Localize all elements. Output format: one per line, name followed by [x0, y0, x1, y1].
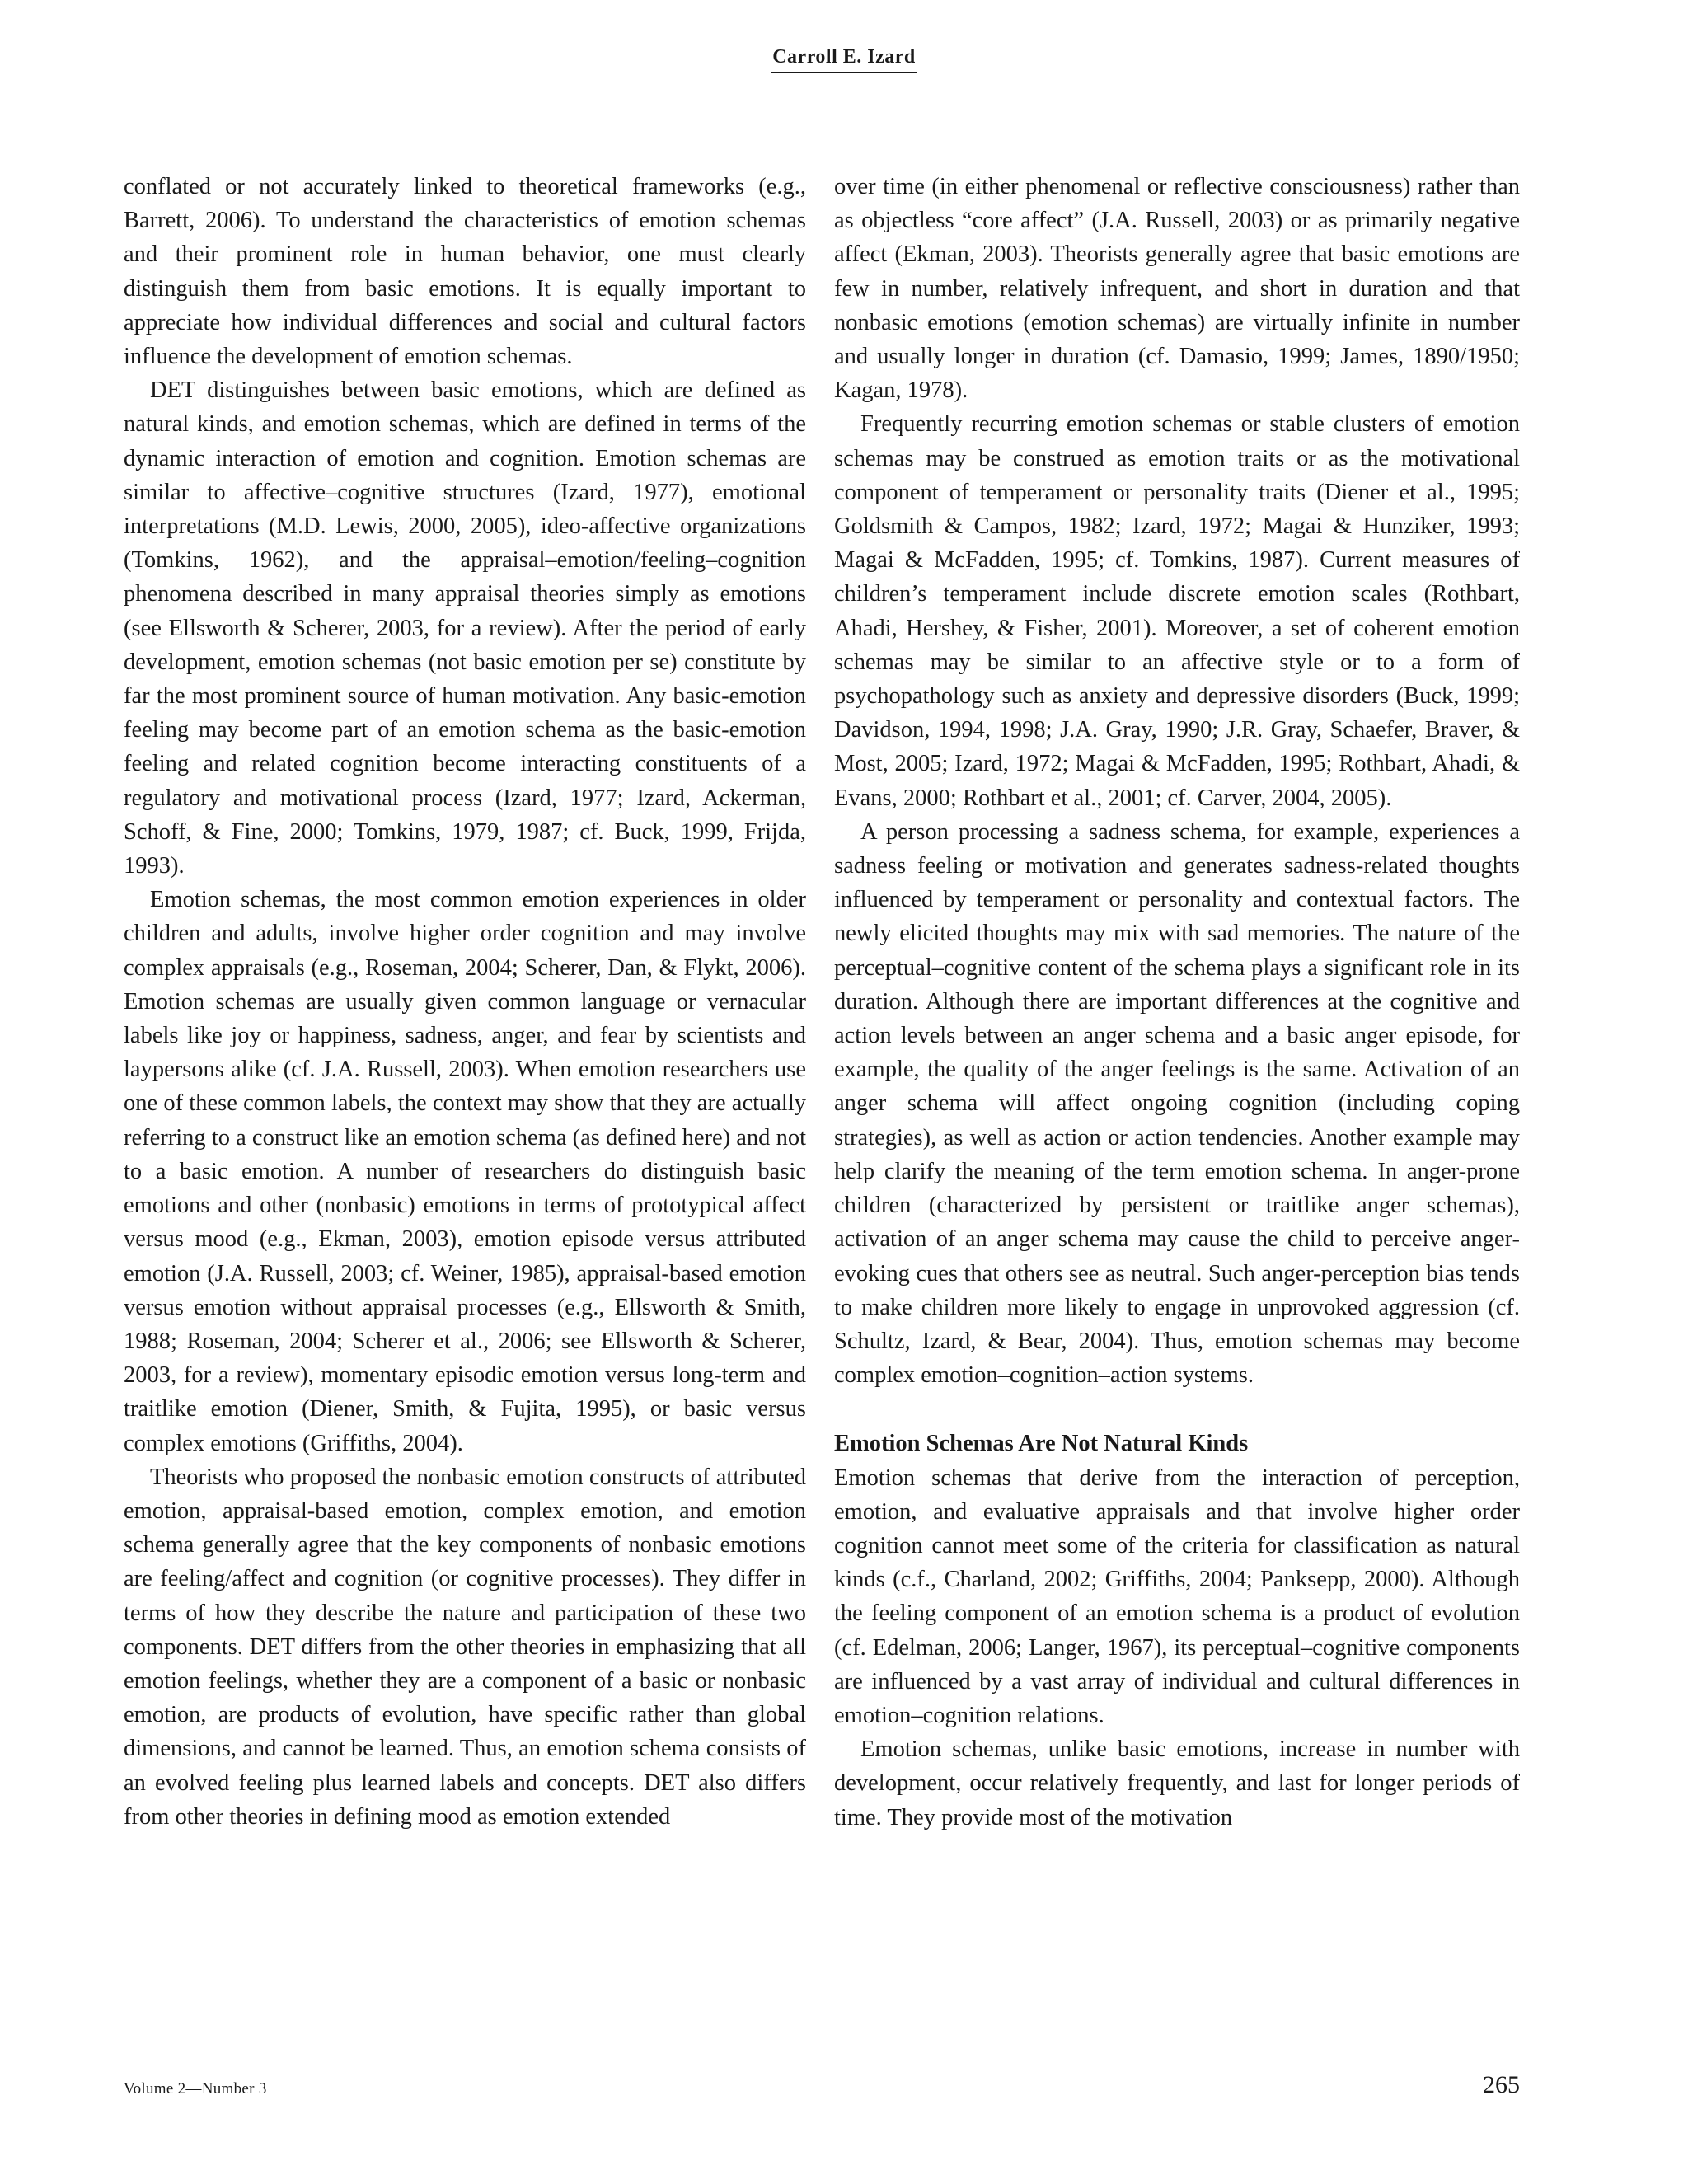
paragraph: Theorists who proposed the nonbasic emotion constructs of attributed emotion, appraisal-based emotion, complex emotion, and emotion schema generally agree that the key components of nonbasic emotions are feeling/affect and cognition (or cognitive processes). They differ in terms of how they describe the nature and participation of these two components. DET differs from the other theories in emphasizing that all emotion feelings, whether they are a component of a basic or nonbasic emotion, are products of evolution, have specific rather than global dimensions, and cannot be learned. Thus, an emotion schema consists of an evolved feeling plus learned labels and concepts. DET also differs from other theories in defining mood as emotion extended	[124, 1464, 806, 1830]
paragraph: over time (in either phenomenal or reflective consciousness) rather than as objectless “core affect” (J.A. Russell, 2003) or as primarily negative affect (Ekman, 2003). Theorists generally agree that basic emotions are few in number, relatively infrequent, and short in duration and that nonbasic emotions (emotion schemas) are virtually infinite in number and usually longer in duration (cf. Damasio, 1999; James, 1890/1950; Kagan, 1978).	[834, 174, 1520, 404]
running-title: Carroll E. Izard	[771, 46, 917, 73]
left-column	[124, 170, 806, 1834]
running-head	[0, 46, 1688, 73]
right-column	[834, 170, 1520, 1835]
paragraph: Emotion schemas, the most common emotion experiences in older children and adults, involve higher order cognition and may involve complex appraisals (e.g., Roseman, 2004; Scherer, Dan, & Flykt, 2006). Emotion schemas are usually given common language or vernacular labels like joy or happiness, sadness, anger, and fear by scientists and laypersons alike (cf. J.A. Russell, 2003). When emotion researchers use one of these common labels, the context may show that they are actually referring to a construct like an emotion schema (as defined here) and not to a basic emotion. A number of researchers do distinguish basic emotions and other (nonbasic) emotions in terms of prototypical affect versus mood (e.g., Ekman, 2003), emotion episode versus attributed emotion (J.A. Russell, 2003; cf. Weiner, 1985), appraisal-based emotion versus emotion without appraisal processes (e.g., Ellsworth & Smith, 1988; Roseman, 2004; Scherer et al., 2006; see Ellsworth & Scherer, 2003, for a review), momentary episodic emotion versus long-term and traitlike emotion (Diener, Smith, & Fujita, 1995), or basic versus complex emotions (Griffiths, 2004).	[124, 887, 806, 1456]
paragraph: conflated or not accurately linked to theoretical frameworks (e.g., Barrett, 2006). To understand the characteristics of emotion schemas and their prominent role in human behavior, one must clearly distinguish them from basic emotions. It is equally important to appreciate how individual differences and social and cultural factors influence the development of emotion schemas.	[124, 174, 806, 370]
paragraph: Frequently recurring emotion schemas or stable clusters of emotion schemas may be construed as emotion traits or as the motivational component of temperament or personality traits (Diener et al., 1995; Goldsmith & Campos, 1982; Izard, 1972; Magai & Hunziker, 1993; Magai & McFadden, 1995; cf. Tomkins, 1987). Current measures of children’s temperament include discrete emotion scales (Rothbart, Ahadi, Hershey, & Fisher, 2001). Moreover, a set of coherent emotion schemas may be similar to an affective style or to a form of psychopathology such as anxiety and depressive disorders (Buck, 1999; Davidson, 1994, 1998; J.A. Gray, 1990; J.R. Gray, Schaefer, Braver, & Most, 2005; Izard, 1972; Magai & McFadden, 1995; Rothbart, Ahadi, & Evans, 2000; Rothbart et al., 2001; cf. Carver, 2004, 2005).	[834, 411, 1520, 811]
volume-footer: Volume 2—Number 3	[124, 2080, 267, 2097]
page-number: 265	[1483, 2071, 1520, 2098]
paragraph: Emotion schemas that derive from the interaction of perception, emotion, and evaluative appraisals and that involve higher order cognition cannot meet some of the criteria for classification as natural kinds (c.f., Charland, 2002; Griffiths, 2004; Panksepp, 2000). Although the feeling component of an emotion schema is a product of evolution (cf. Edelman, 2006; Langer, 1967), its perceptual–cognitive components are influenced by a vast array of individual and cultural differences in emotion–cognition relations.	[834, 1465, 1520, 1728]
section-heading: Emotion Schemas Are Not Natural Kinds	[834, 1431, 1249, 1457]
paragraph: A person processing a sadness schema, for example, experiences a sadness feeling or motivation and generates sadness-related thoughts influenced by temperament or personality and contextual factors. The newly elicited thoughts may mix with sad memories. The nature of the perceptual–cognitive content of the schema plays a significant role in its duration. Although there are important differences at the cognitive and action levels between an anger schema and a basic anger episode, for example, the quality of the anger feelings is the same. Activation of an anger schema will affect ongoing cognition (including coping strategies), as well as action or action tendencies. Another example may help clarify the meaning of the term emotion schema. In anger-prone children (characterized by persistent or traitlike anger schemas), activation of an anger schema may cause the child to perceive anger-evoking cues that others see as neutral. Such anger-perception bias tends to make children more likely to engage in unprovoked aggression (cf. Schultz, Izard, & Bear, 2004). Thus, emotion schemas may become complex emotion–cognition–action systems.	[834, 818, 1520, 1389]
paragraph: Emotion schemas, unlike basic emotions, increase in number with development, occur relatively frequently, and last for longer periods of time. They provide most of the motivation	[834, 1736, 1520, 1830]
paragraph: DET distinguishes between basic emotions, which are defined as natural kinds, and emotion schemas, which are defined in terms of the dynamic interaction of emotion and cognition. Emotion schemas are similar to affective–cognitive structures (Izard, 1977), emotional interpretations (M.D. Lewis, 2000, 2005), ideo-affective organizations (Tomkins, 1962), and the appraisal–emotion/feeling–cognition phenomena described in many appraisal theories simply as emotions (see Ellsworth & Scherer, 2003, for a review). After the period of early development, emotion schemas (not basic emotion per se) constitute by far the most prominent source of human motivation. Any basic-emotion feeling may become part of an emotion schema as the basic-emotion feeling and related cognition become interacting constituents of a regulatory and motivational process (Izard, 1977; Izard, Ackerman, Schoff, & Fine, 2000; Tomkins, 1979, 1987; cf. Buck, 1999, Frijda, 1993).	[124, 377, 806, 879]
